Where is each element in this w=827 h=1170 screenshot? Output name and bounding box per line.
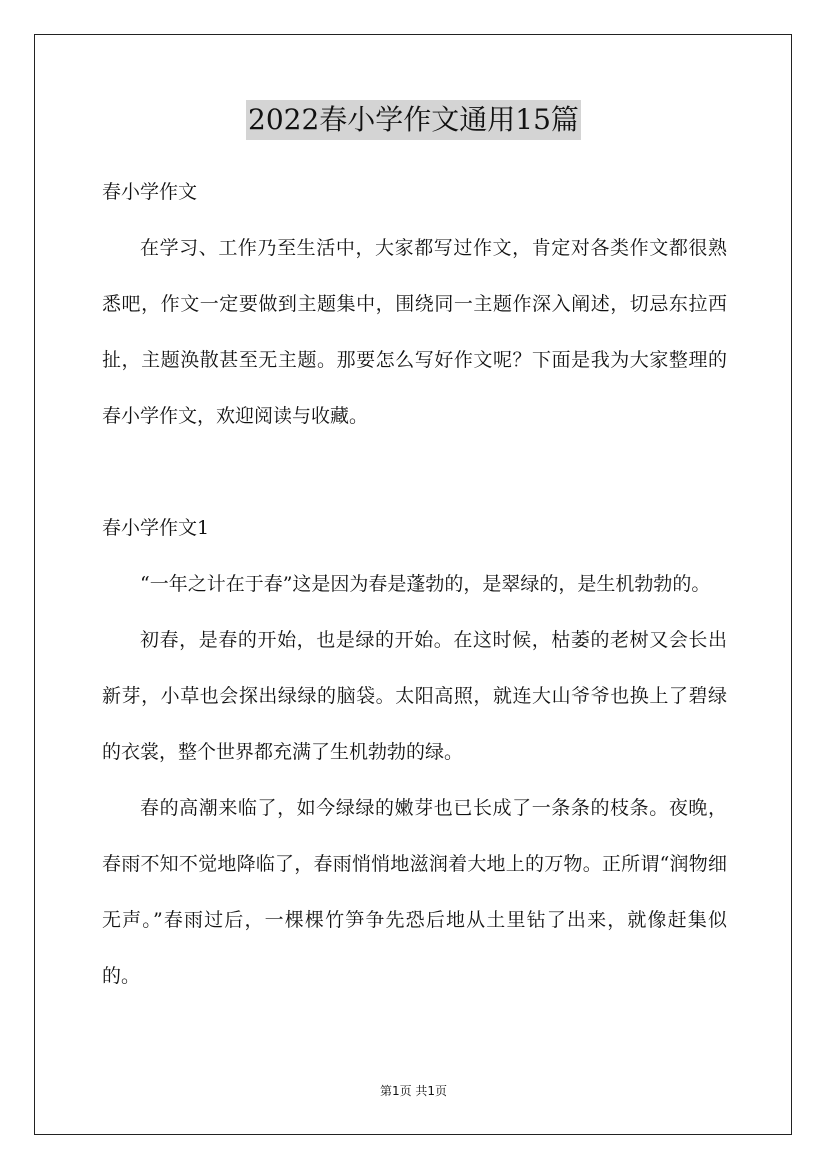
section1-paragraph-3: 春的高潮来临了，如今绿绿的嫩芽也已长成了一条条的枝条。夜晚，春雨不知不觉地降临了，春雨悄悄地滋润着大地上的万物。正所谓“润物细无声。”春雨过后，一棵棵竹笋争先恐后地从土里钻了出来，就像赶集似的。 [102, 797, 727, 987]
title-container [0, 100, 827, 140]
document-body [102, 164, 727, 1004]
section1-heading: 春小学作文1 [102, 517, 210, 539]
section-spacer [102, 444, 727, 500]
document-title: 2022春小学作文通用15篇 [246, 100, 581, 140]
intro-paragraph: 在学习、工作乃至生活中，大家都写过作文，肯定对各类作文都很熟悉吧，作文一定要做到主题集中，围绕同一主题作深入阐述，切忌东拉西扯，主题涣散甚至无主题。那要怎么写好作文呢？下面是我为大家整理的春小学作文，欢迎阅读与收藏。 [102, 237, 727, 427]
page-footer [0, 1082, 827, 1100]
section1-paragraph-1: “一年之计在于春”这是因为春是蓬勃的，是翠绿的，是生机勃勃的。 [140, 573, 711, 595]
section1-paragraph-2: 初春，是春的开始，也是绿的开始。在这时候，枯萎的老树又会长出新芽，小草也会探出绿绿的脑袋。太阳高照，就连大山爷爷也换上了碧绿的衣裳，整个世界都充满了生机勃勃的绿。 [102, 629, 727, 763]
intro-heading: 春小学作文 [102, 181, 198, 203]
page-number: 第1页 共1页 [379, 1084, 448, 1098]
